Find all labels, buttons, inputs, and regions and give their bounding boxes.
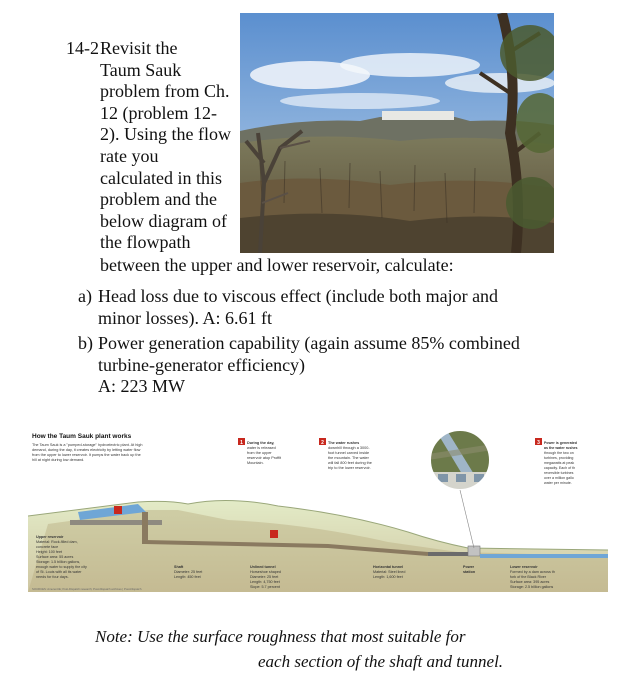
intro-line: Revisit the bbox=[100, 38, 178, 58]
question-a bbox=[78, 286, 520, 329]
taum-sauk-photo bbox=[240, 13, 554, 253]
upper-reservoir-line: enough water to supply the city bbox=[36, 565, 87, 569]
problem-full-line: between the upper and lower reservoir, calculate: bbox=[100, 255, 454, 275]
intro-line: below diagram of bbox=[100, 210, 227, 231]
horizontal-tunnel-line: Horizontal tunnel bbox=[373, 565, 404, 569]
diagram-intro-line: The Taum Sauk is a "pumped-storage" hydroelectric plant. At high bbox=[32, 443, 143, 447]
question-marker: b) bbox=[78, 333, 93, 354]
unlined-tunnel-line: Slope: 5.7 percent bbox=[250, 585, 280, 589]
upper-reservoir-line: concrete face bbox=[36, 545, 59, 549]
question-line: Head loss due to viscous effect (include both major and bbox=[98, 286, 499, 306]
question-marker: a) bbox=[78, 286, 92, 306]
step-3-line: through the two on bbox=[544, 451, 574, 455]
unlined-tunnel-line: Horseshoe shaped bbox=[250, 570, 281, 574]
diagram-intro-line: from the upper to lower reservoir. It pumps the water back up the bbox=[32, 453, 141, 457]
upper-reservoir-line: Surface area: 55 acres bbox=[36, 555, 74, 559]
lower-reservoir-line: Storage: 2.5 billion gallons bbox=[510, 585, 554, 589]
step-3-line: turbines, providing bbox=[544, 456, 574, 460]
question-line: turbine-generator efficiency) bbox=[98, 354, 306, 375]
question-b bbox=[78, 333, 520, 398]
step-1-line: Mountain. bbox=[247, 461, 264, 465]
photo-drawing bbox=[240, 13, 554, 253]
step-2-marker-small bbox=[270, 530, 278, 538]
question-list bbox=[78, 286, 520, 402]
upper-reservoir-line: needs for four days. bbox=[36, 575, 69, 579]
step-2-number: 2 bbox=[321, 439, 324, 446]
step-2-line: the mountain. The water bbox=[328, 456, 369, 460]
step-1-line: reservoir atop Proffit bbox=[247, 456, 282, 460]
horizontal-tunnel-line: Material: Steel lined bbox=[373, 570, 406, 574]
note-line-2: each section of the shaft and tunnel. bbox=[258, 652, 504, 671]
step-3-line: as the water rushes bbox=[544, 446, 578, 450]
note-line-1: Note: Use the surface roughness that most suitable for bbox=[95, 627, 466, 646]
unlined-tunnel-line: Unlined tunnel bbox=[250, 565, 276, 569]
step-3-line: reversible turbines bbox=[544, 471, 574, 475]
problem-number: 14-2 bbox=[66, 38, 99, 58]
unlined-tunnel-line: Diameter: 25 feet bbox=[250, 575, 279, 579]
upper-reservoir-line: Storage: 1.5 billion gallons, bbox=[36, 560, 81, 564]
intro-line: 12 (problem 12- bbox=[100, 102, 217, 123]
horizontal-tunnel-line: Length: 1,600 feet bbox=[373, 575, 403, 579]
step-2-line: trip to the lower reservoir. bbox=[328, 466, 371, 470]
problem-intro bbox=[100, 38, 231, 254]
diagram-credit: SOURCES: AmerenUE; Post-Dispatch research; Post-Dispatch archives | Post-Dispatch bbox=[32, 587, 142, 591]
step-2-line: downhill through a 3000- bbox=[328, 446, 370, 450]
step-3-line: water per minute. bbox=[544, 481, 572, 485]
question-line: A: 223 MW bbox=[98, 376, 185, 397]
lower-reservoir-line: fork of the Black River bbox=[510, 575, 547, 579]
step-1-line: water is released bbox=[247, 446, 276, 450]
intro-line: problem and the bbox=[100, 189, 217, 210]
step-1-marker-small bbox=[114, 506, 122, 514]
upper-reservoir-line: Material: Rock-filled dam, bbox=[36, 540, 78, 544]
power-station-line: Power bbox=[463, 565, 475, 569]
lower-reservoir-line: Surface area: 395 acres bbox=[510, 580, 550, 584]
step-3-line: over a million gallo bbox=[544, 476, 574, 480]
step-1-line: from the upper bbox=[247, 451, 272, 455]
diagram-title: How the Taum Sauk plant works bbox=[32, 433, 132, 440]
step-3-line: megawatts at peak bbox=[544, 461, 575, 465]
taum-sauk-diagram bbox=[28, 424, 608, 592]
shaft-line: Length: 450 feet bbox=[174, 575, 201, 579]
upper-reservoir-line: of St. Louis with all its water bbox=[36, 570, 82, 574]
step-3-line: capacity. Each of th bbox=[544, 466, 576, 470]
step-3-line: Power is generated bbox=[544, 441, 577, 445]
unlined-tunnel-line: Length: 4,750 feet bbox=[250, 580, 280, 584]
question-line: minor losses). A: 6.61 ft bbox=[98, 307, 272, 328]
step-2-line: The water rushes bbox=[328, 441, 360, 445]
step-2-line: foot tunnel carved inside bbox=[328, 451, 370, 455]
intro-line: 2). Using the flow bbox=[100, 124, 231, 145]
diagram-intro-line: hill at night during low demand. bbox=[32, 458, 85, 462]
upper-reservoir-line: Height: 100 feet bbox=[36, 550, 63, 554]
diagram-intro-line: demand, during the day, it creates electricity by letting water flow bbox=[32, 448, 141, 452]
intro-line: the flowpath bbox=[100, 232, 191, 253]
shaft-line: Shaft bbox=[174, 565, 184, 569]
question-line: Power generation capability (again assume 85% combined bbox=[98, 333, 520, 354]
intro-line: calculated in this bbox=[100, 167, 222, 188]
power-station-line: station bbox=[463, 570, 476, 574]
step-1-line: During the day, bbox=[247, 441, 275, 445]
shaft-line: Diameter: 25 feet bbox=[174, 570, 203, 574]
lower-reservoir-line: Formed by a dam across th bbox=[510, 570, 555, 574]
step-2-line: will fall 800 feet during the bbox=[328, 461, 372, 465]
intro-line: rate you bbox=[100, 145, 159, 166]
lower-reservoir-line: Lower reservoir bbox=[510, 565, 538, 569]
step-3-number: 3 bbox=[537, 439, 540, 446]
upper-reservoir-line: Upper reservoir bbox=[36, 535, 64, 539]
intro-line: problem from Ch. bbox=[100, 81, 230, 102]
step-1-number: 1 bbox=[240, 439, 243, 446]
intro-line: Taum Sauk bbox=[100, 59, 182, 80]
